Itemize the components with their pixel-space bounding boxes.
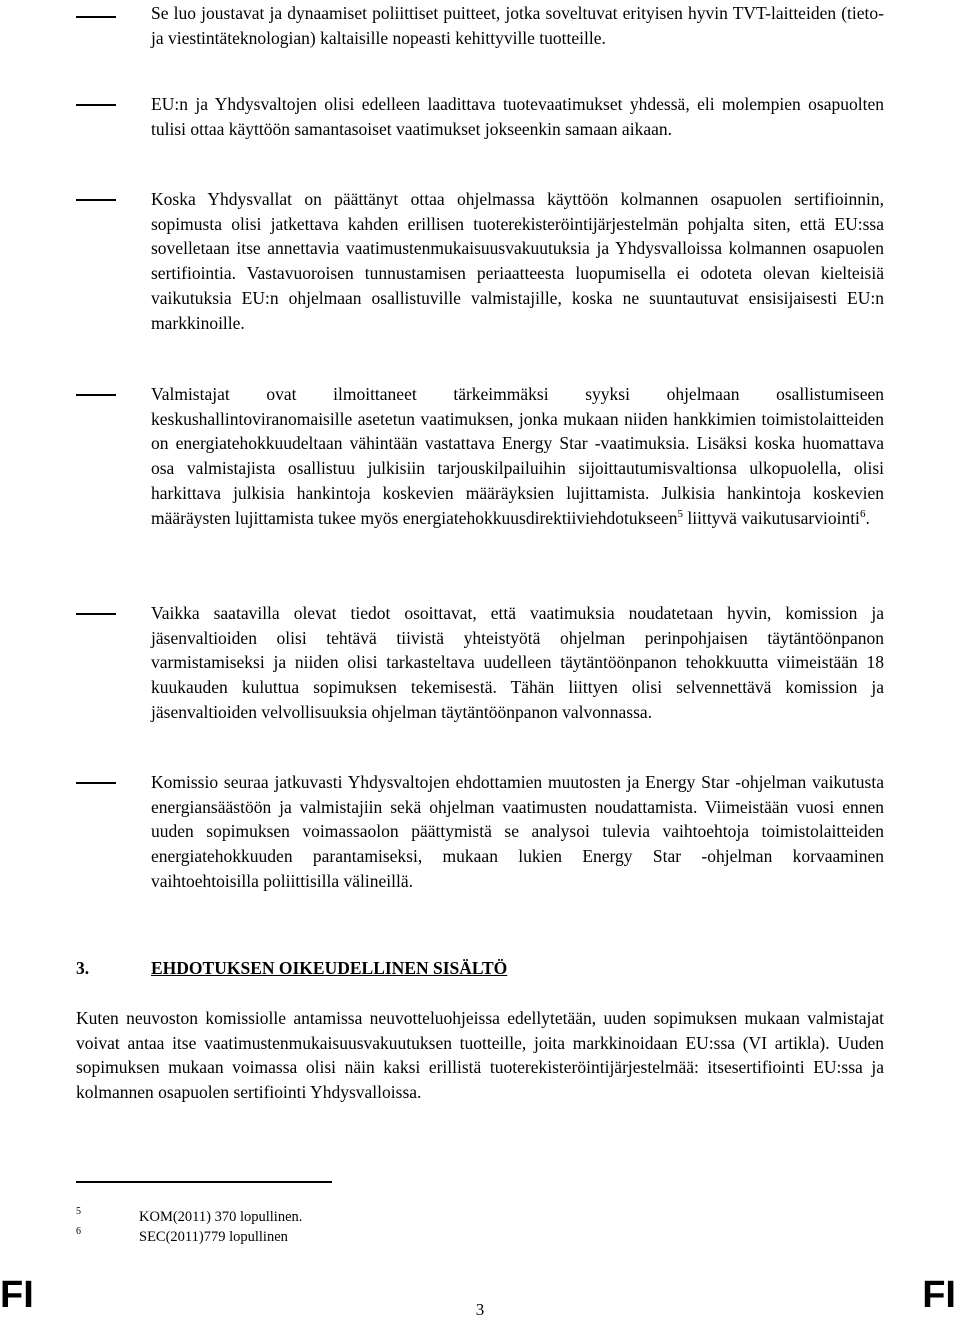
bullet-text-part: liittyvä vaikutusarviointi [683, 507, 860, 528]
footnote-ref: 5 [677, 507, 683, 520]
dash-marker [76, 613, 116, 615]
section-title: EHDOTUKSEN OIKEUDELLINEN SISÄLTÖ [151, 958, 508, 978]
section-number: 3. [76, 958, 90, 978]
footnote-mark: 5 [76, 1206, 81, 1217]
bullet-text: Se luo joustavat ja dynaamiset poliittiset puitteet, jotka soveltuvat erityisen hyvin TVT-laitteiden (tieto- ja viestintäteknologian) kaltaisille nopeasti kehittyville tuotteille. [151, 3, 884, 48]
bullet-item [76, 187, 884, 335]
bullet-text-part: Valmistajat ovat ilmoittaneet tärkeimmäksi syyksi ohjelmaan osallistumiseen keskushallintoviranomaisille asetetun vaatimuksen, jonka mukaan niiden hankkimien toimistolaitteiden on energiatehokkuudeltaan vähintään vastattava Energy Star -vaatimuksia. Lisäksi koska huomattava osa valmistajista osallistuu julkisiin tarjouskilpailuihin sijoittautumisvaltionsa ulkopuolella, olisi harkittava julkisia hankintoja koskevien määräyksien lujittamista. Julkisia hankintoja koskevien määräysten lujittamista tukee myös energiatehokkuusdirektiiviehdotukseen [151, 384, 884, 528]
section-heading [76, 958, 507, 979]
footnote-text: SEC(2011)779 lopullinen [139, 1229, 288, 1245]
bullet-item [76, 92, 884, 141]
dash-marker [76, 104, 116, 106]
page-number: 3 [475, 1300, 485, 1319]
bullet-item [76, 4, 884, 50]
bullet-text: Vaikka saatavilla olevat tiedot osoittavat, että vaatimuksia noudatetaan hyvin, komission ja jäsenvaltioiden olisi tehtävä tiivistä yhteistyötä ohjelman perinpohjaisen täytäntöönpanon varmistamiseksi ja niiden olisi tarkasteltava uudelleen täytäntöönpanon tehokkuutta viimeistään 18 kuukauden kuluttua sopimuksen tekemisestä. Tähän liittyen olisi selvennettävä komission ja jäsenvaltioiden velvollisuuksia ohjelman täytäntöönpanon valvonnassa. [151, 603, 884, 722]
bullet-text: Komissio seuraa jatkuvasti Yhdysvaltojen ehdottamien muutosten ja Energy Star -ohjelman vaikutusta energiansäästöön ja valmistajiin sekä ohjelman vaatimusten noudattamista. Viimeistään vuosi ennen uuden sopimuksen voimassaolon päättymistä se analysoi tulevia vaihtoehtoja toimistolaitteiden energiatehokkuuden parantamiseksi, mukaan lukien Energy Star -ohjelman korvaaminen vaihtoehtoisilla poliittisilla välineillä. [151, 772, 884, 891]
bullet-text-part: . [865, 507, 870, 528]
footnote [76, 1207, 302, 1227]
footnote-mark: 6 [76, 1226, 81, 1237]
footnote [76, 1227, 288, 1247]
footnote-divider [76, 1181, 332, 1183]
bullet-text: Koska Yhdysvallat on päättänyt ottaa ohjelmassa käyttöön kolmannen osapuolen sertifioinnin, sopimusta olisi jatkettava kahden erillisen tuoterekisteröintijärjestelmän pohjalta siten, että EU:ssa sovelletaan itse annettavia vaatimustenmukaisuusvakuutuksia ja Yhdysvalloissa kolmannen osapuolen sertifiointia. Vastavuoroisen tunnustamisen periaatteesta luopumisella ei odoteta olevan kielteisiä vaikutuksia EU:n ohjelmaan osallistuville valmistajille, koska ne suuntautuvat ensisijaisesti EU:n markkinoille. [151, 189, 884, 333]
footnote-text: KOM(2011) 370 lopullinen. [139, 1209, 303, 1225]
dash-marker [76, 394, 116, 396]
bullet-item [76, 601, 884, 725]
bullet-text [151, 382, 884, 530]
bullet-item [76, 770, 884, 894]
footer-language-left: FI [0, 1274, 34, 1316]
bullet-item [76, 382, 884, 530]
dash-marker [76, 782, 116, 784]
footnote-ref: 6 [859, 507, 866, 520]
footer-language-right: FI [922, 1274, 956, 1316]
dash-marker [76, 16, 116, 18]
dash-marker [76, 199, 116, 201]
body-paragraph: Kuten neuvoston komissiolle antamissa neuvotteluohjeissa edellytetään, uuden sopimuksen mukaan valmistajat voivat antaa itse vaatimustenmukaisuusvakuutuksen tuotteille, joita markkinoidaan EU:ssa (VI artikla). Uuden sopimuksen mukaan voimassa olisi näin kaksi erillistä tuoterekisteröintijärjestelmää: itsesertifiointi EU:ssa ja kolmannen osapuolen sertifiointi Yhdysvalloissa. [76, 1008, 884, 1103]
bullet-text: EU:n ja Yhdysvaltojen olisi edelleen laadittava tuotevaatimukset yhdessä, eli molempien osapuolten tulisi ottaa käyttöön samantasoiset vaatimukset jokseenkin samaan aikaan. [151, 94, 884, 139]
